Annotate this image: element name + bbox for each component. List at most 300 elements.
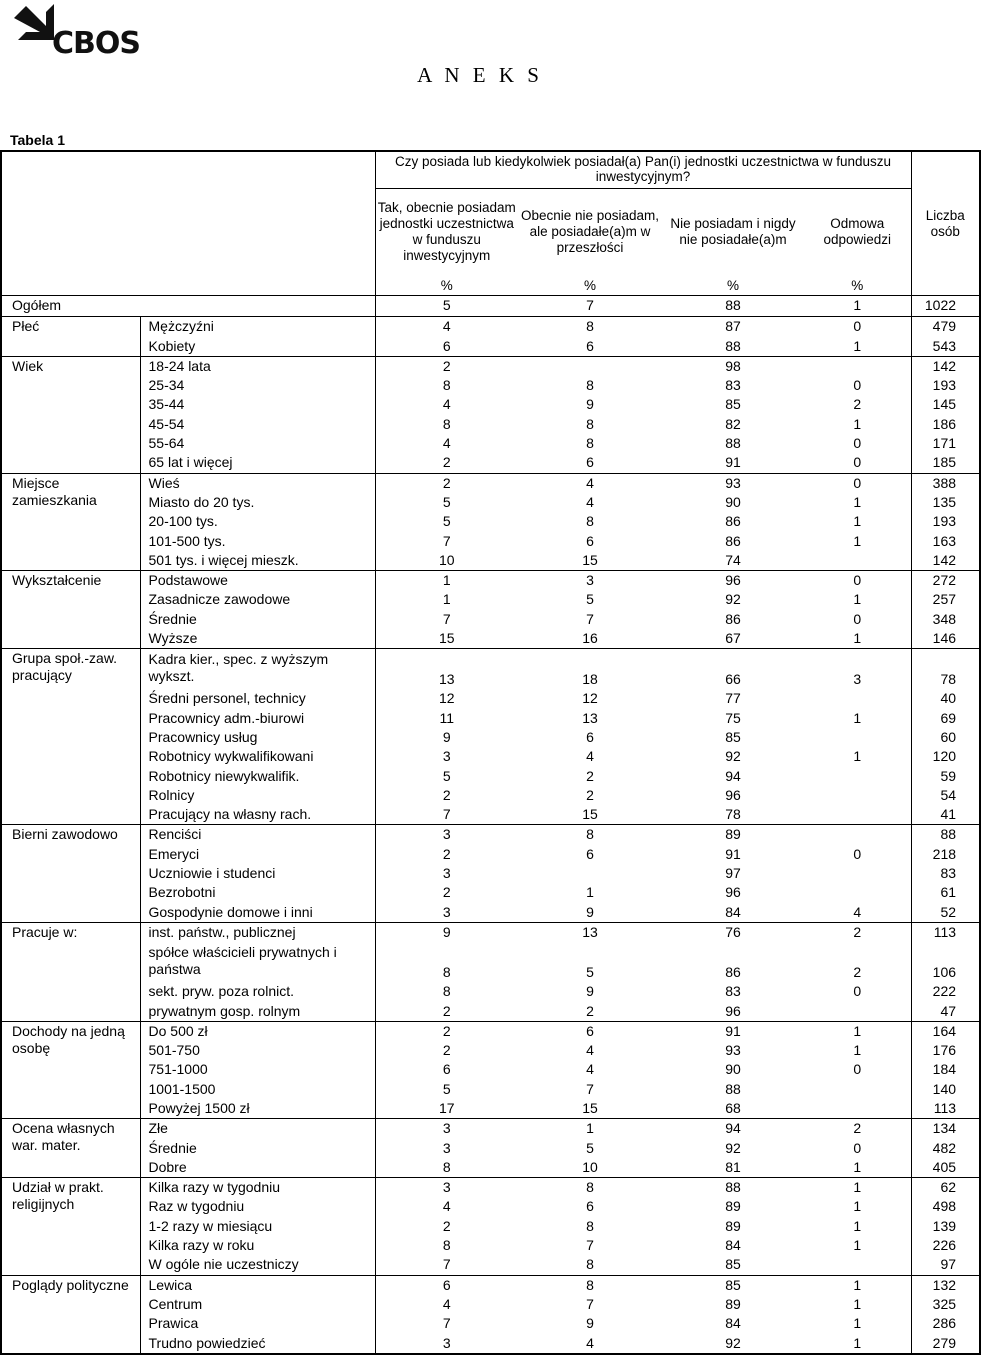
cell-value: 96 (725, 786, 741, 803)
table-row (1, 610, 980, 629)
cell-value: 8 (375, 415, 518, 434)
table-row (1, 493, 980, 512)
cell-value: 2 (375, 453, 518, 473)
table-row (1, 337, 980, 357)
col-header-yes-now: Tak, obecnie posiadam jednostki uczestnictwa w funduszu inwestycyjnym (375, 189, 518, 276)
annex-title: A N E K S (417, 63, 543, 87)
cell-value: 15 (375, 629, 518, 649)
cell-value: 4 (586, 1061, 594, 1078)
table-row (1, 1236, 980, 1255)
cell-value: 9 (586, 1315, 594, 1332)
cell-count: 47 (911, 1002, 980, 1022)
row-label: 501 tys. i więcej mieszk. (140, 551, 375, 571)
table-row (1, 1178, 980, 1198)
table-row (1, 1197, 980, 1216)
cell-value: 5 (375, 512, 518, 531)
cell-value: 1 (804, 1334, 911, 1354)
cell-value: 7 (518, 296, 662, 317)
cell-value: 66 (662, 649, 804, 690)
cell-value: 4 (375, 395, 518, 414)
row-label: inst. państw., publicznej (140, 922, 375, 942)
cell-count: 325 (911, 1295, 980, 1314)
cell-value: 91 (662, 1021, 804, 1041)
cell-value: 86 (725, 513, 741, 530)
cell-count: 186 (911, 415, 980, 434)
cbos-logo (8, 0, 143, 65)
cell-value: 84 (725, 903, 741, 920)
cell-count: 193 (911, 376, 980, 395)
cell-value (804, 1099, 911, 1119)
table-title: Tabela 1 (10, 132, 65, 148)
cell-value: 15 (582, 551, 598, 568)
cell-value: 88 (662, 1178, 804, 1198)
cell-count: 139 (911, 1217, 980, 1236)
cell-count: 113 (911, 1099, 980, 1119)
cell-value: 2 (804, 922, 911, 942)
row-label: Kilka razy w tygodniu (140, 1178, 375, 1198)
cell-count: 226 (911, 1236, 980, 1255)
table-row (1, 649, 980, 690)
cell-count: 97 (911, 1255, 980, 1275)
col-header-refusal: Odmowa odpowiedzi (823, 216, 892, 247)
cell-value: 9 (375, 728, 518, 747)
cell-value: 1 (853, 415, 862, 432)
cell-value: 4 (375, 1197, 518, 1216)
cell-value: 2 (586, 767, 594, 784)
cell-count: 163 (911, 532, 980, 551)
cell-value: 90 (725, 1061, 741, 1078)
cell-count: 164 (911, 1021, 980, 1041)
row-label: 18-24 lata (140, 356, 375, 376)
cell-value: 78 (725, 806, 741, 823)
cell-value: 88 (725, 337, 741, 354)
table-row (1, 512, 980, 531)
cell-value: 1 (853, 513, 862, 530)
table-row (1, 473, 980, 493)
cell-value: 3 (375, 864, 518, 883)
cell-value: 16 (582, 630, 598, 647)
cell-value: 1 (853, 1295, 862, 1312)
cell-value: 4 (586, 748, 594, 765)
cell-value: 2 (586, 1002, 594, 1019)
cell-count: 120 (911, 747, 980, 766)
cell-value: 2 (804, 1119, 911, 1139)
cell-value: 1 (853, 748, 862, 765)
row-label: Lewica (140, 1275, 375, 1295)
cell-count: 146 (911, 629, 980, 649)
row-label: Pracujący na własny rach. (140, 805, 375, 825)
cell-value: 8 (586, 415, 594, 432)
row-label: Średni personel, technicy (140, 689, 375, 708)
row-label: Zasadnicze zawodowe (140, 590, 375, 609)
table-row (1, 767, 980, 786)
cell-value: 84 (725, 1237, 741, 1254)
table-row (1, 317, 980, 337)
row-label: 65 lat i więcej (140, 453, 375, 473)
group-label: Pracuje w: (1, 922, 140, 1021)
table-row (1, 1099, 980, 1119)
cell-count: 62 (911, 1178, 980, 1198)
table-row (1, 415, 980, 434)
cell-value: 91 (725, 845, 741, 862)
cell-value: 0 (853, 610, 862, 627)
cell-value: 83 (725, 983, 741, 1000)
cell-value: 1 (853, 591, 862, 608)
cell-count: 142 (911, 551, 980, 571)
cell-value: 10 (582, 1158, 598, 1175)
cell-value: 92 (725, 748, 741, 765)
row-label: Wieś (140, 473, 375, 493)
cell-value: 97 (725, 865, 741, 882)
cell-value: 8 (375, 1158, 518, 1178)
cell-value: 1 (804, 1178, 911, 1198)
row-label: Uczniowie i studenci (140, 864, 375, 883)
table-row (1, 1275, 980, 1295)
table-row (1, 825, 980, 845)
cell-count: 286 (911, 1314, 980, 1333)
cell-value: 8 (375, 376, 518, 395)
cell-value: 83 (725, 377, 741, 394)
table-row (1, 845, 980, 864)
group-label: Poglądy polityczne (1, 1275, 140, 1354)
cell-value: 9 (375, 922, 518, 942)
cell-value: 68 (725, 1099, 741, 1116)
cell-value: 4 (375, 434, 518, 453)
cell-value: 6 (375, 337, 518, 357)
cell-value: 96 (662, 571, 804, 591)
cell-value: 3 (375, 747, 518, 766)
cell-value: 77 (725, 690, 741, 707)
cell-value (804, 689, 911, 708)
row-label: Powyżej 1500 zł (140, 1099, 375, 1119)
cell-value: 10 (375, 551, 518, 571)
cell-value (518, 356, 662, 376)
row-label: 25-34 (140, 376, 375, 395)
table-row (1, 1119, 980, 1139)
row-label: 1001-1500 (140, 1080, 375, 1099)
cell-value (518, 864, 662, 883)
cell-value: 2 (375, 883, 518, 902)
cell-count: 132 (911, 1275, 980, 1295)
cell-value: 82 (725, 415, 741, 432)
row-label: 101-500 tys. (140, 532, 375, 551)
cell-value: 5 (375, 296, 518, 317)
cell-value (804, 864, 911, 883)
cell-value: 1 (375, 590, 518, 609)
cell-value: 6 (586, 1198, 594, 1215)
table-row (1, 1295, 980, 1314)
row-label: Do 500 zł (140, 1021, 375, 1041)
group-label: Wykształcenie (1, 571, 140, 649)
cell-count: 134 (911, 1119, 980, 1139)
group-label: Miejsce zamieszkania (1, 473, 140, 570)
row-label: sekt. pryw. poza rolnict. (140, 982, 375, 1001)
cell-count: 78 (911, 649, 980, 690)
group-label: Ocena własnych war. mater. (1, 1119, 140, 1178)
cell-value (804, 786, 911, 805)
group-label: Udział w prakt. religijnych (1, 1178, 140, 1275)
cell-value: 5 (586, 591, 594, 608)
cell-value (804, 805, 911, 825)
cell-value: 88 (662, 296, 804, 317)
cell-count: 140 (911, 1080, 980, 1099)
cell-value: 85 (725, 1256, 741, 1273)
row-label: Trudno powiedzieć (140, 1334, 375, 1354)
table-row (1, 453, 980, 473)
cell-value: 75 (725, 709, 741, 726)
table-row (1, 376, 980, 395)
cell-value: 4 (518, 473, 662, 493)
cell-count: 59 (911, 767, 980, 786)
table-row (1, 922, 980, 942)
cell-value: 3 (375, 825, 518, 845)
cell-value: 88 (725, 435, 741, 452)
row-label: Emeryci (140, 845, 375, 864)
cell-value: 8 (586, 1217, 594, 1234)
cell-value: 2 (375, 1021, 518, 1041)
table-row (1, 1314, 980, 1333)
cell-value: 0 (804, 473, 911, 493)
cell-value: 3 (375, 1178, 518, 1198)
cell-value: 85 (662, 1275, 804, 1295)
row-label: 20-100 tys. (140, 512, 375, 531)
row-label: 751-1000 (140, 1060, 375, 1079)
cell-value: 3 (375, 1139, 518, 1158)
cell-value: 8 (518, 1178, 662, 1198)
cell-value: 6 (375, 1060, 518, 1079)
cell-value: 92 (725, 1139, 741, 1156)
total-label: Ogółem (1, 296, 375, 317)
cell-count: 142 (911, 356, 980, 376)
row-label: Centrum (140, 1295, 375, 1314)
cell-value: 1 (853, 1198, 862, 1215)
cell-value: 13 (518, 922, 662, 942)
table-row (1, 434, 980, 453)
cell-value: 0 (804, 317, 911, 337)
cell-value: 3 (375, 903, 518, 923)
col-header-never: Nie posiadam i nigdy nie posiadałe(a)m (670, 216, 796, 247)
cell-value: 1 (853, 630, 862, 647)
row-label: Miasto do 20 tys. (140, 493, 375, 512)
cell-value: 8 (586, 377, 594, 394)
table-row (1, 786, 980, 805)
row-label: Raz w tygodniu (140, 1197, 375, 1216)
cell-value: 0 (853, 983, 862, 1000)
table-row (1, 982, 980, 1001)
table-row (1, 532, 980, 551)
row-label: Robotnicy wykwalifikowani (140, 747, 375, 766)
cell-value: 3 (375, 1119, 518, 1139)
row-label: Prawica (140, 1314, 375, 1333)
cell-value: 7 (586, 1237, 594, 1254)
cell-value: 17 (375, 1099, 518, 1119)
row-label: Bezrobotni (140, 883, 375, 902)
cell-value: 6 (586, 728, 594, 745)
table-row (1, 805, 980, 825)
cell-value: 1 (853, 1237, 862, 1254)
row-label: Mężczyźni (140, 317, 375, 337)
table-row (1, 1041, 980, 1060)
group-label: Wiek (1, 356, 140, 473)
cell-value: 7 (375, 1255, 518, 1275)
table-row (1, 1158, 980, 1178)
row-label: Gospodynie domowe i inni (140, 903, 375, 923)
row-label: Średnie (140, 1139, 375, 1158)
cell-count: 113 (911, 922, 980, 942)
cell-value: 4 (586, 1042, 594, 1059)
cell-value: 1 (853, 1315, 862, 1332)
cell-value: 1 (375, 571, 518, 591)
cell-value: 2 (375, 1217, 518, 1236)
cell-value: 1 (853, 493, 862, 510)
cell-value: 5 (586, 1139, 594, 1156)
cell-value: 85 (725, 396, 741, 413)
cell-count: 222 (911, 982, 980, 1001)
row-label: Średnie (140, 610, 375, 629)
cell-value: 1 (804, 1275, 911, 1295)
cell-value: 92 (725, 591, 741, 608)
cell-value: 1 (853, 1042, 862, 1059)
row-label: Kadra kier., spec. z wyższym wykszt. (140, 649, 375, 690)
cell-value: 2 (853, 396, 862, 413)
cell-value: 1 (853, 1217, 862, 1234)
total-row (1, 296, 980, 317)
cell-count: 60 (911, 728, 980, 747)
cell-value: 96 (725, 884, 741, 901)
cell-value (804, 767, 911, 786)
cell-value: 67 (725, 630, 741, 647)
cell-value: 0 (853, 435, 862, 452)
cell-value: 12 (582, 690, 598, 707)
row-label: prywatnym gosp. rolnym (140, 1002, 375, 1022)
col-header-had-before: Obecnie nie posiadam, ale posiadałe(a)m w przeszłości (520, 208, 660, 255)
cell-value: 1 (518, 1119, 662, 1139)
cell-value: 4 (518, 1334, 662, 1354)
cell-value: 76 (662, 922, 804, 942)
row-label: Robotnicy niewykwalifik. (140, 767, 375, 786)
cell-value: 89 (725, 1295, 741, 1312)
cell-value: 12 (375, 689, 518, 708)
cell-value: 93 (662, 473, 804, 493)
row-label: Kilka razy w roku (140, 1236, 375, 1255)
cell-value: 2 (586, 786, 594, 803)
cell-value: 7 (375, 532, 518, 551)
cell-value: 1 (586, 884, 594, 901)
cell-value (804, 356, 911, 376)
group-label: Grupa społ.-zaw. pracujący (1, 649, 140, 825)
cell-value: 7 (586, 1080, 594, 1097)
cell-value: 9 (586, 396, 594, 413)
cell-value: 1 (853, 1158, 862, 1175)
cell-value: 2 (853, 964, 862, 981)
cell-value: 2 (375, 356, 518, 376)
cell-value (804, 728, 911, 747)
cell-value (804, 1080, 911, 1099)
cell-value: 2 (375, 1041, 518, 1060)
cell-count: 348 (911, 610, 980, 629)
cell-count: 479 (911, 317, 980, 337)
row-label: 1-2 razy w miesiącu (140, 1217, 375, 1236)
cell-value: 0 (853, 1061, 862, 1078)
cell-value: 15 (582, 1099, 598, 1116)
cell-value: 89 (725, 1217, 741, 1234)
cell-value: 6 (586, 532, 594, 549)
cell-value: 5 (586, 964, 594, 981)
cell-value: 8 (518, 825, 662, 845)
table-row (1, 747, 980, 766)
cell-value: 9 (586, 903, 594, 920)
cell-value: 0 (853, 377, 862, 394)
cell-value: 5 (375, 493, 518, 512)
cell-value: 2 (375, 786, 518, 805)
cell-value: 8 (518, 1275, 662, 1295)
table-row (1, 571, 980, 591)
cell-count: 184 (911, 1060, 980, 1079)
cell-value: 93 (725, 1042, 741, 1059)
row-label: W ogóle nie uczestniczy (140, 1255, 375, 1275)
cell-value: 8 (586, 435, 594, 452)
cell-value: 86 (725, 964, 741, 981)
cell-value: 1 (804, 296, 911, 317)
table-row (1, 551, 980, 571)
cell-value: 4 (853, 903, 862, 920)
cell-value (804, 551, 911, 571)
cell-value: 7 (586, 610, 594, 627)
pct-label: % (726, 277, 739, 293)
table-row (1, 689, 980, 708)
row-label: 45-54 (140, 415, 375, 434)
cell-value: 0 (804, 571, 911, 591)
row-label: Renciści (140, 825, 375, 845)
table-row (1, 1060, 980, 1079)
table-row (1, 1334, 980, 1354)
cell-value: 96 (725, 1002, 741, 1019)
cell-value: 94 (725, 767, 741, 784)
row-label: Kobiety (140, 337, 375, 357)
row-label: spółce właścicieli prywatnych i państwa (140, 942, 375, 982)
cell-count: 176 (911, 1041, 980, 1060)
table-row (1, 883, 980, 902)
cell-value: 1 (804, 1021, 911, 1041)
cell-value: 7 (586, 1295, 594, 1312)
cell-value: 8 (375, 982, 518, 1001)
row-label: Złe (140, 1119, 375, 1139)
cell-value: 13 (375, 649, 518, 690)
cell-value: 89 (662, 825, 804, 845)
pct-label: % (583, 277, 596, 293)
cell-count: 54 (911, 786, 980, 805)
cell-value: 4 (586, 493, 594, 510)
cell-value: 6 (375, 1275, 518, 1295)
cell-value: 0 (853, 1139, 862, 1156)
table-row (1, 728, 980, 747)
group-label: Płeć (1, 317, 140, 357)
cell-value: 98 (662, 356, 804, 376)
results-table (0, 150, 981, 1355)
cell-value: 86 (725, 532, 741, 549)
row-label: Pracownicy adm.-biurowi (140, 709, 375, 728)
table-row (1, 1080, 980, 1099)
cell-count: 272 (911, 571, 980, 591)
cell-value: 5 (375, 1080, 518, 1099)
cell-value: 2 (375, 845, 518, 864)
cell-count: 40 (911, 689, 980, 708)
cell-value (804, 1255, 911, 1275)
cell-value: 6 (586, 454, 594, 471)
table-row (1, 942, 980, 982)
table-row (1, 1021, 980, 1041)
cell-value: 15 (582, 806, 598, 823)
